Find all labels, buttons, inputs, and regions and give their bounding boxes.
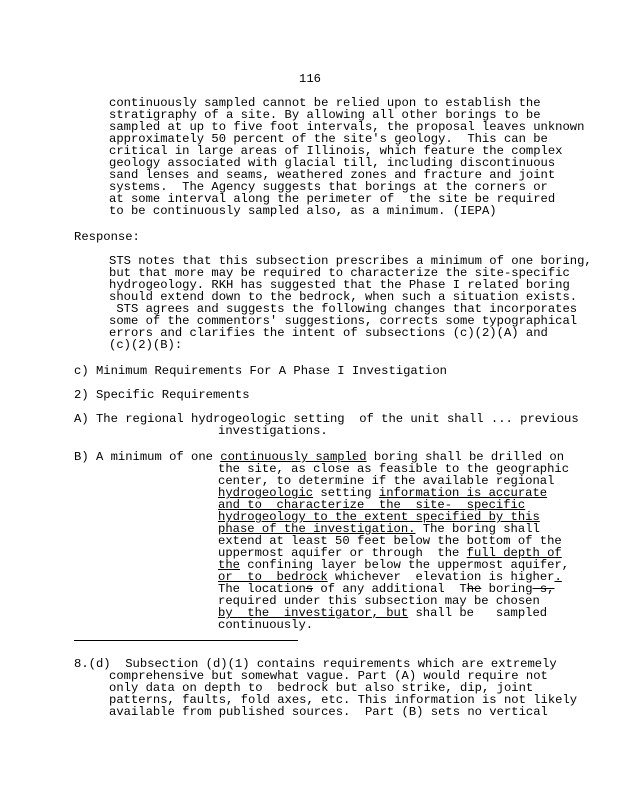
comment-line: to be continuously sampled also, as a minimum. (IEPA) (109, 204, 497, 218)
comment-line: critical in large areas of Illinois, which feature the complex (109, 144, 563, 158)
plain-text: confining layer below the uppermost aquifer, (239, 558, 570, 572)
struck-text: s, (532, 582, 555, 596)
item-a-line: A) The regional hydrogeologic setting of the unit shall ... previous (74, 412, 579, 426)
plain-text: The location (218, 582, 306, 596)
plain-text: whichever elevation is higher (327, 570, 555, 584)
item-b-line: and to characterize the site- specific (218, 498, 526, 512)
item-b-line: the site, as close as feasible to the geographic (218, 462, 570, 476)
item-b-lead-end: boring shall be drilled on (366, 450, 565, 464)
comment-line: sand lenses and seams, weathered zones and fracture and joint (109, 168, 556, 182)
plain-text: boring (481, 582, 533, 596)
plain-text: uppermost aquifer or through the (218, 546, 467, 560)
response-line: errors and clarifies the intent of subsections (c)(2)(A) and (109, 326, 548, 340)
struck-text: s (305, 582, 314, 596)
response-line: but that more may be required to characterize the site-specific (109, 266, 570, 280)
item-8-line: comprehensive but somewhat vague. Part (A) would require not (109, 669, 548, 683)
inserted-text: hydrogeologic (218, 486, 314, 500)
response-line: some of the commentors' suggestions, corrects some typographical (109, 314, 578, 328)
item-b-lead: B) A minimum of one (74, 450, 221, 464)
comment-line: sampled at up to five foot intervals, the proposal leaves unknown (109, 120, 585, 134)
inserted-text: . (554, 570, 562, 584)
response-line: (c)(2)(B): (109, 338, 183, 352)
plain-text: setting (313, 486, 379, 500)
inserted-text: phase of the investigation. (218, 522, 416, 536)
inserted-text: full depth of (466, 546, 562, 560)
plain-text: The boring shall (415, 522, 540, 536)
comment-line: approximately 50 percent of the site's geology. This can be (109, 132, 548, 146)
comment-line: geology associated with glacial till, including discontinuous (109, 156, 556, 170)
comment-line: stratigraphy of a site. By allowing all other borings to be (109, 108, 541, 122)
struck-text: he (466, 582, 482, 596)
comment-line: continuously sampled cannot be relied upon to establish the (109, 96, 541, 110)
plain-text: shall be sampled (408, 606, 548, 620)
item-b-line: continuously. (218, 618, 314, 632)
section-c-heading: c) Minimum Requirements For A Phase I Investigation (74, 364, 447, 378)
comment-line: at some interval along the perimeter of the site be required (109, 192, 556, 206)
item-8-line: patterns, faults, fold axes, etc. This information is not likely (109, 693, 578, 707)
item-b-line: extend at least 50 feet below the bottom of the (218, 534, 562, 548)
section-divider (74, 640, 298, 641)
item-8-line: only data on depth to bedrock but also strike, dip, joint (109, 681, 534, 695)
inserted-text: information is accurate (378, 486, 548, 500)
inserted-text: the (218, 558, 240, 572)
response-line: STS agrees and suggests the following changes that incorporates (109, 302, 578, 316)
response-heading: Response: (74, 230, 140, 244)
inserted-text: continuously sampled (220, 450, 367, 464)
response-line: should extend down to the bedrock, when such a situation exists. (109, 290, 578, 304)
item-8-line: available from published sources. Part (B) sets no vertical (109, 705, 548, 719)
item-8-line: 8.(d) Subsection (d)(1) contains requirements which are extremely (74, 657, 557, 671)
page-number: 116 (299, 72, 321, 86)
section-2-heading: 2) Specific Requirements (74, 388, 250, 402)
inserted-text: by the investigator, but (218, 606, 409, 620)
inserted-text: or to bedrock (218, 570, 328, 584)
item-b-line: hydrogeology to the extent specified by this (218, 510, 540, 524)
item-b-line: required under this subsection may be chosen (218, 594, 540, 608)
item-a-continuation: investigations. (218, 424, 328, 438)
item-b-line: center, to determine if the available regional (218, 474, 555, 488)
response-line: hydrogeology. RKH has suggested that the Phase I related boring (109, 278, 570, 292)
comment-line: systems. The Agency suggests that borings at the corners or (109, 180, 548, 194)
response-line: STS notes that this subsection prescribes a minimum of one boring, (109, 254, 592, 268)
plain-text: of any additional T (313, 582, 467, 596)
